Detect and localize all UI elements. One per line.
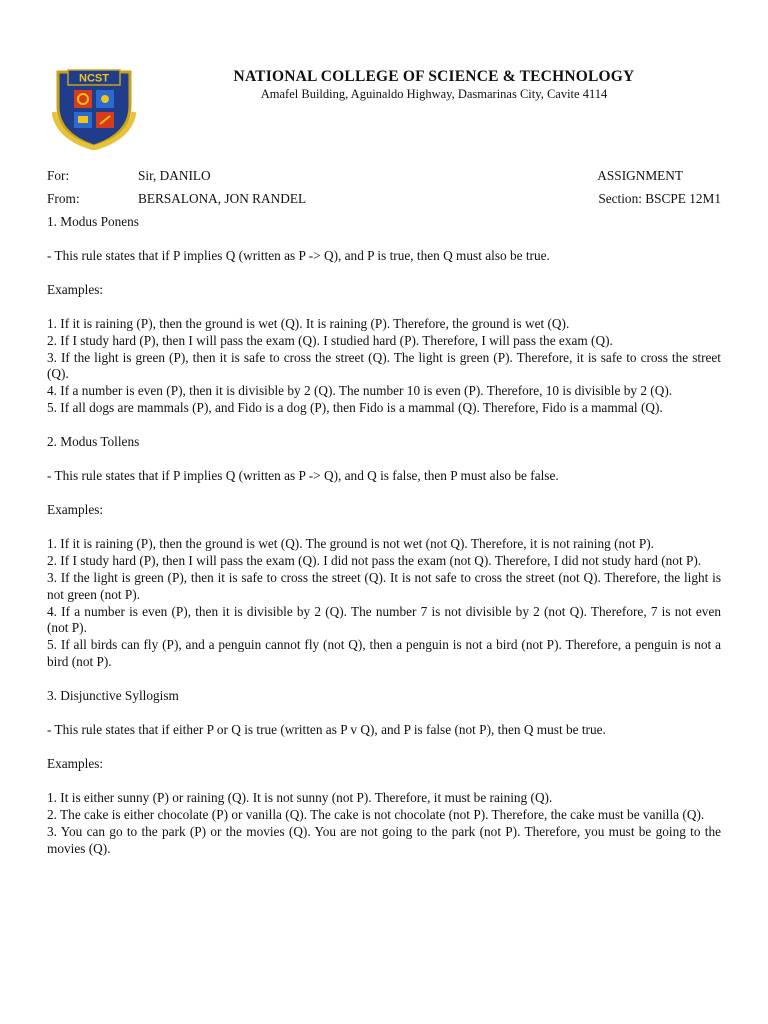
from-label: From: (47, 191, 80, 206)
section-title: 1. Modus Ponens (47, 214, 139, 229)
example-item: 1. If it is raining (P), then the ground is wet (Q). It is raining (P). Therefore, the ground is wet (Q). (47, 315, 570, 331)
document-body (47, 214, 721, 857)
example-item: 1. If it is raining (P), then the ground is wet (Q). The ground is not wet (not Q). Therefore, it is not raining (not P). (47, 535, 654, 551)
college-name: NATIONAL COLLEGE OF SCIENCE & TECHNOLOGY (233, 68, 635, 85)
header (140, 68, 728, 102)
logo-lettering: NCST (79, 72, 109, 85)
for-row (47, 168, 721, 191)
example-item: 4. If a number is even (P), then it is divisible by 2 (Q). The number 7 is not divisible by 2 (not Q). Therefore, 7 is not even (not P). (47, 603, 721, 636)
example-item: 3. If the light is green (P), then it is safe to cross the street (Q). It is not safe to cross the street (not Q). Therefore, the light is not green (not P). (47, 569, 721, 602)
examples-label: Examples: (47, 281, 104, 297)
examples-list (47, 536, 721, 671)
section-modus-ponens (47, 214, 721, 417)
example-item: 2. If I study hard (P), then I will pass the exam (Q). I studied hard (P). Therefore, I will pass the exam (Q). (47, 332, 613, 348)
examples-label: Examples: (47, 501, 104, 517)
college-address: Amafel Building, Aguinaldo Highway, Dasmarinas City, Cavite 4114 (260, 87, 608, 101)
examples-list (47, 790, 721, 858)
rule-statement: - This rule states that if P implies Q (written as P -> Q), and P is true, then Q must also be true. (47, 247, 550, 263)
example-item: 5. If all dogs are mammals (P), and Fido is a dog (P), then Fido is a mammal (Q). Therefore, Fido is a mammal (Q). (47, 400, 663, 416)
example-item: 2. If I study hard (P), then I will pass the exam (Q). I did not pass the exam (not Q). Therefore, I did not study hard (not P). (47, 552, 702, 568)
for-label: For: (47, 168, 70, 183)
assignment-meta (47, 168, 721, 214)
example-item: 5. If all birds can fly (P), and a penguin cannot fly (not Q), then a penguin is not a bird (not P). Therefore, a penguin is not a bird (not P). (47, 637, 721, 670)
section-title: 3. Disjunctive Syllogism (47, 688, 179, 704)
document-type: ASSIGNMENT (597, 168, 683, 183)
for-value: Sir, DANILO (138, 168, 211, 183)
example-item: 1. It is either sunny (P) or raining (Q). It is not sunny (not P). Therefore, it must be raining (Q). (47, 789, 553, 805)
example-item: 3. If the light is green (P), then it is safe to cross the street (Q). The light is green (P). Therefore, it is safe to cross the street (Q). (47, 349, 721, 382)
example-item: 4. If a number is even (P), then it is divisible by 2 (Q). The number 10 is even (P). Therefore, 10 is divisible by 2 (Q). (47, 383, 673, 399)
examples-label: Examples: (47, 755, 104, 771)
from-value: BERSALONA, JON RANDEL (138, 191, 307, 206)
ncst-logo-icon (52, 66, 136, 150)
rule-statement: - This rule states that if P implies Q (written as P -> Q), and Q is false, then P must also be false. (47, 468, 559, 484)
example-item: 3. You can go to the park (P) or the movies (Q). You are not going to the park (not P). Therefore, you must be going to the movies (Q). (47, 823, 721, 856)
example-item: 2. The cake is either chocolate (P) or vanilla (Q). The cake is not chocolate (not P). Therefore, the cake must be vanilla (Q). (47, 806, 705, 822)
examples-list (47, 316, 721, 417)
section-title: 2. Modus Tollens (47, 434, 140, 450)
from-row (47, 191, 721, 214)
section-label: Section: BSCPE 12M1 (598, 191, 721, 206)
section-disjunctive-syllogism (47, 688, 721, 857)
rule-statement: - This rule states that if either P or Q is true (written as P v Q), and P is false (not P), then Q must be true. (47, 722, 606, 738)
section-modus-tollens (47, 434, 721, 671)
